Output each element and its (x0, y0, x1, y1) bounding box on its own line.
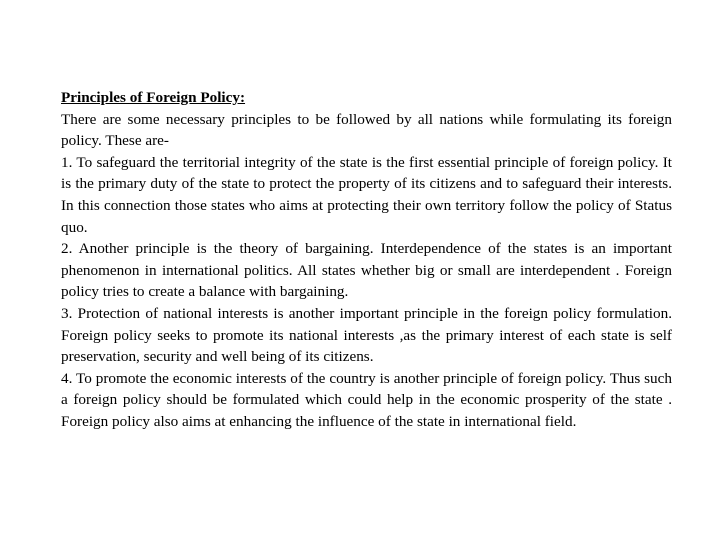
principle-2: 2. Another principle is the theory of bargaining. Interdependence of the states is an important phenomenon in international politics. All states whether big or small are interdependent . Foreign policy tries to create a balance with bargaining. (61, 240, 672, 301)
document-title: Principles of Foreign Policy: (61, 89, 246, 106)
intro-paragraph: There are some necessary principles to be followed by all nations while formulating its foreign policy. These are- (61, 110, 672, 150)
principle-1: 1. To safeguard the territorial integrity of the state is the first essential principle of foreign policy. It is the primary duty of the state to protect the property of its citizens and to safeguard their interests. In this connection those states who aims at protecting their own territory follow the policy of Status quo. (61, 153, 672, 236)
document-body (61, 87, 672, 433)
principle-3: 3. Protection of national interests is another important principle in the foreign policy formulation. Foreign policy seeks to promote its national interests ,as the primary interest of each state is self preservation, security and well being of its citizens. (61, 304, 672, 366)
principle-4: 4. To promote the economic interests of the country is another principle of foreign policy. Thus such a foreign policy should be formulated which could help in the economic prosperity of the state . Foreign policy also aims at enhancing the influence of the state in international field. (61, 369, 672, 430)
